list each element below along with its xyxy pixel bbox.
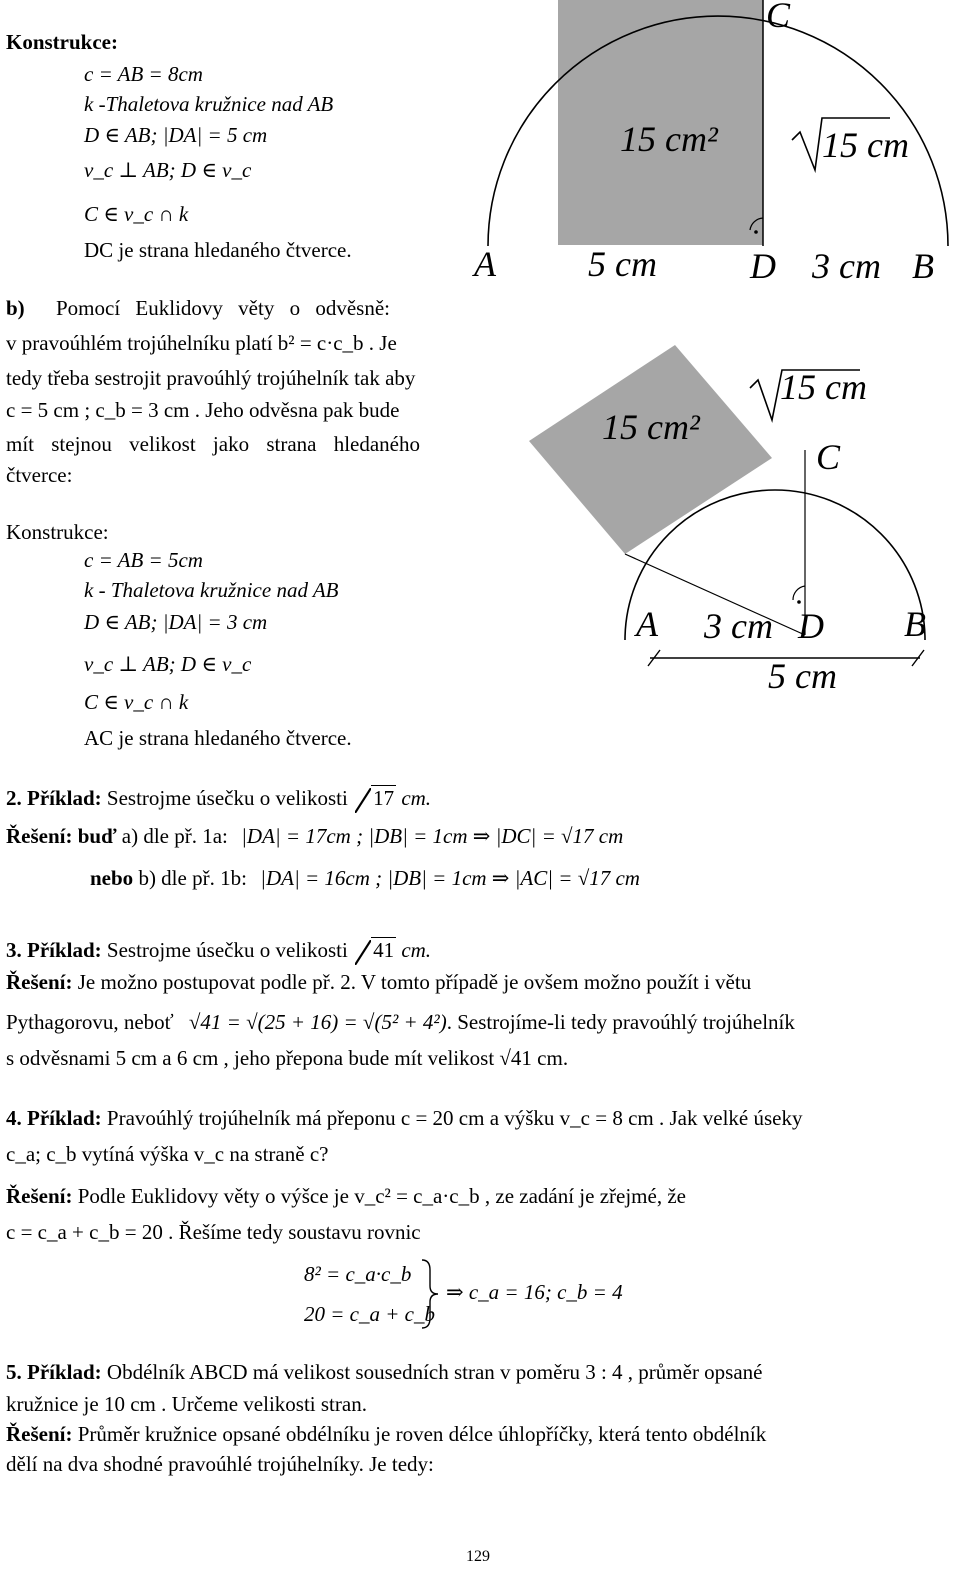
example-4-line-2: c_a; c_b vytíná výška v_c na straně c? bbox=[6, 1142, 329, 1166]
sqrt-icon: 41 bbox=[355, 938, 396, 963]
point-C: C bbox=[816, 437, 841, 477]
point-A: A bbox=[636, 604, 658, 644]
example-2-solution-b: nebo b) dle př. 1b: |DA| = 16cm ; |DB| = 1cm ⇒ |AC| = √17 cm bbox=[90, 866, 640, 890]
construction-line: DC je strana hledaného čtverce. bbox=[84, 238, 352, 262]
construction-line: k - Thaletova kružnice nad AB bbox=[84, 578, 339, 602]
construction-line: c = AB = 5cm bbox=[84, 548, 203, 572]
construction-line: C ∈ v_c ∩ k bbox=[84, 690, 189, 714]
example-title: 5. Příklad: bbox=[6, 1360, 102, 1384]
part-b-text: mít stejnou velikost jako strana hledaného bbox=[6, 432, 421, 456]
example-title: 3. Příklad: bbox=[6, 938, 102, 962]
part-b-label: b) bbox=[6, 296, 25, 320]
sqrt-icon: 17 bbox=[355, 786, 396, 811]
example-title: 4. Příklad: bbox=[6, 1106, 102, 1130]
seg-AB-label: 5 cm bbox=[768, 656, 837, 696]
example-5-line-2: kružnice je 10 cm . Určeme velikosti stran. bbox=[6, 1392, 367, 1416]
fig1-side-label: 15 cm bbox=[822, 125, 909, 165]
point-A: A bbox=[474, 244, 496, 284]
construction-heading-a: Konstrukce: bbox=[6, 30, 118, 54]
point-B: B bbox=[904, 604, 926, 644]
example-3-solution-3: s odvěsnami 5 cm a 6 cm , jeho přepona bude mít velikost √41 cm. bbox=[6, 1046, 569, 1070]
point-B: B bbox=[912, 246, 934, 286]
equation-1: 8² = c_a·c_b bbox=[304, 1262, 412, 1286]
part-b-text: tedy třeba sestrojit pravoúhlý trojúhelník tak aby bbox=[6, 366, 416, 390]
example-5-line-1: 5. Příklad: Obdélník ABCD má velikost sousedních stran v poměru 3 : 4 , průměr opsané bbox=[6, 1360, 763, 1384]
example-3-solution-1: Řešení: Je možno postupovat podle př. 2. V tomto případě je ovšem možno použít i větu bbox=[6, 970, 752, 994]
part-b-text: Pomocí Euklidovy věty o odvěsně: bbox=[56, 296, 390, 320]
seg-AD-label: 5 cm bbox=[588, 244, 657, 284]
point-D: D bbox=[798, 606, 824, 646]
part-b-text: v pravoúhlém trojúhelníku platí b² = c·c_b . Je bbox=[6, 331, 397, 355]
seg-AD-label: 3 cm bbox=[704, 606, 773, 646]
construction-line: D ∈ AB; |DA| = 3 cm bbox=[84, 610, 268, 634]
construction-line: C ∈ v_c ∩ k bbox=[84, 202, 189, 226]
part-b-text: c = 5 cm ; c_b = 3 cm . Jeho odvěsna pak bude bbox=[6, 398, 400, 422]
example-title: 2. Příklad: bbox=[6, 786, 102, 810]
square-shape bbox=[529, 345, 772, 554]
construction-line: v_c ⊥ AB; D ∈ v_c bbox=[84, 652, 252, 676]
part-b-text: čtverce: bbox=[6, 463, 73, 487]
example-3-solution-2: Pythagorovu, neboť √41 = √(25 + 16) = √(5² + 4²). Sestrojíme-li tedy pravoúhlý trojúhelník bbox=[6, 1010, 795, 1034]
point-C: C bbox=[766, 0, 791, 35]
system-result: ⇒ c_a = 16; c_b = 4 bbox=[446, 1280, 623, 1304]
example-5-solution-1: Řešení: Průměr kružnice opsané obdélníku je roven délce úhlopříčky, která tento obdélník bbox=[6, 1422, 767, 1446]
construction-line: k -Thaletova kružnice nad AB bbox=[84, 92, 334, 116]
construction-heading-b: Konstrukce: bbox=[6, 520, 109, 544]
equation-2: 20 = c_a + c_b bbox=[304, 1302, 435, 1326]
fig2-area-label: 15 cm² bbox=[602, 407, 700, 447]
construction-line: v_c ⊥ AB; D ∈ v_c bbox=[84, 158, 252, 182]
page-number: 129 bbox=[466, 1548, 490, 1565]
example-4-solution-2: c = c_a + c_b = 20 . Řešíme tedy soustavu rovnic bbox=[6, 1220, 421, 1244]
right-angle-mark bbox=[793, 586, 805, 600]
construction-line: c = AB = 8cm bbox=[84, 62, 203, 86]
example-4-solution-1: Řešení: Podle Euklidovy věty o výšce je v_c² = c_a·c_b , ze zadání je zřejmé, že bbox=[6, 1184, 686, 1208]
construction-line: D ∈ AB; |DA| = 5 cm bbox=[84, 123, 268, 147]
example-5-solution-2: dělí na dva shodné pravoúhlé trojúhelníky. Je tedy: bbox=[6, 1452, 434, 1476]
example-2-line: 2. Příklad: Sestrojme úsečku o velikosti 17 cm. bbox=[6, 786, 432, 810]
example-2-solution-a: Řešení: buď a) dle př. 1a: |DA| = 17cm ; |DB| = 1cm ⇒ |DC| = √17 cm bbox=[6, 824, 624, 848]
construction-line: AC je strana hledaného čtverce. bbox=[84, 726, 352, 750]
brace-icon bbox=[420, 1258, 440, 1330]
seg-DB-label: 3 cm bbox=[812, 246, 881, 286]
example-4-line-1: 4. Příklad: Pravoúhlý trojúhelník má přeponu c = 20 cm a výšku v_c = 8 cm . Jak velké úseky bbox=[6, 1106, 803, 1130]
fig2-side-label: 15 cm bbox=[780, 367, 867, 407]
point-D: D bbox=[750, 246, 776, 286]
example-3-line: 3. Příklad: Sestrojme úsečku o velikosti 41 cm. bbox=[6, 938, 432, 962]
fig1-area-label: 15 cm² bbox=[620, 119, 718, 159]
